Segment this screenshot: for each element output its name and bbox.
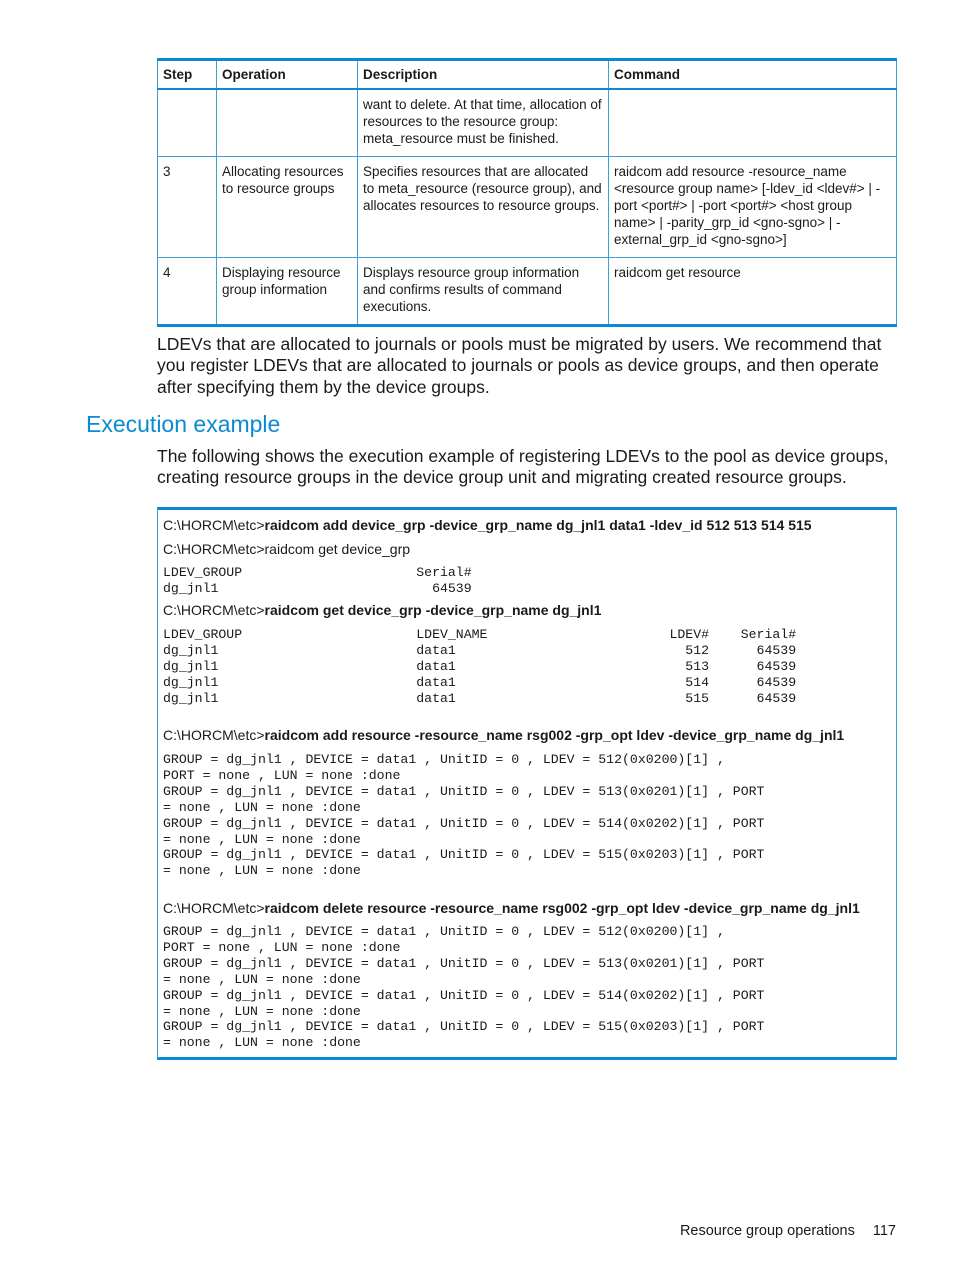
page-number: 117 xyxy=(872,1223,896,1239)
command-text: raidcom delete resource -resource_name rsg002 -grp_opt ldev -device_grp_name dg_jnl1 xyxy=(264,900,860,916)
table-row xyxy=(158,89,897,157)
command-prompt: C:\HORCM\etc> xyxy=(163,727,265,743)
operations-table xyxy=(157,58,897,327)
command-prompt: C:\HORCM\etc> xyxy=(163,517,265,533)
page-footer xyxy=(680,1223,896,1239)
command-output: GROUP = dg_jnl1 , DEVICE = data1 , UnitID = 0 , LDEV = 512(0x0200)[1] , PORT = none , LUN = none :done GROUP = dg_jnl1 , DEVICE = data1 , UnitID = 0 , LDEV = 513(0x0201)[1] , PORT = none , LUN = none :done GROUP = dg_jnl1 , DEVICE = data1 , UnitID = 0 , LDEV = 514(0x0202)[1] , PORT = none , LUN = none :done GROUP = dg_jnl1 , DEVICE = data1 , UnitID = 0 , LDEV = 515(0x0203)[1] , PORT = none , LUN = none :done xyxy=(163,924,765,1051)
cell-step: 4 xyxy=(158,258,217,326)
cell-operation: Displaying resource group information xyxy=(217,258,358,326)
command-output: GROUP = dg_jnl1 , DEVICE = data1 , UnitID = 0 , LDEV = 512(0x0200)[1] , PORT = none , LUN = none :done GROUP = dg_jnl1 , DEVICE = data1 , UnitID = 0 , LDEV = 513(0x0201)[1] , PORT = none , LUN = none :done GROUP = dg_jnl1 , DEVICE = data1 , UnitID = 0 , LDEV = 514(0x0202)[1] , PORT = none , LUN = none :done GROUP = dg_jnl1 , DEVICE = data1 , UnitID = 0 , LDEV = 515(0x0203)[1] , PORT = none , LUN = none :done xyxy=(163,752,765,879)
command-prompt: C:\HORCM\etc> xyxy=(163,602,265,618)
command-prompt: C:\HORCM\etc> xyxy=(163,541,265,557)
cell-command: raidcom get resource xyxy=(609,258,897,326)
header-command: Command xyxy=(609,60,897,90)
command-line xyxy=(163,602,601,618)
command-line xyxy=(163,541,410,557)
command-line xyxy=(163,900,860,916)
command-prompt: C:\HORCM\etc> xyxy=(163,900,265,916)
header-step: Step xyxy=(158,60,217,90)
cell-description: Specifies resources that are allocated to meta_resource (resource group), and allocates resources to resource groups. xyxy=(358,157,609,258)
command-line xyxy=(163,727,844,743)
command-output: LDEV_GROUP LDEV_NAME LDEV# Serial# dg_jnl1 data1 512 64539 dg_jnl1 data1 513 64539 dg_jnl1 data1 514 64539 dg_jnl1 data1 515 64539 xyxy=(163,627,797,706)
cell-command xyxy=(609,89,897,157)
header-description: Description xyxy=(358,60,609,90)
command-text: raidcom add resource -resource_name rsg002 -grp_opt ldev -device_grp_name dg_jnl1 xyxy=(264,727,845,743)
execution-example-box xyxy=(157,507,897,1060)
footer-section-title: Resource group operations xyxy=(679,1223,855,1239)
cell-step xyxy=(158,89,217,157)
table-row xyxy=(158,258,897,326)
cell-command: raidcom add resource -resource_name <resource group name> [-ldev_id <ldev#> | -port <port#> | -port <port#> <host group name> | -parity_grp_id <gno-sgno> | -external_grp_id <gno-sgno>] xyxy=(609,157,897,258)
cell-description: want to delete. At that time, allocation of resources to the resource group: meta_resource must be finished. xyxy=(358,89,609,157)
cell-step: 3 xyxy=(158,157,217,258)
command-line xyxy=(163,517,812,533)
section-heading: Execution example xyxy=(86,411,281,437)
cell-description: Displays resource group information and confirms results of command executions. xyxy=(358,258,609,326)
body-paragraph-ldev-migration: LDEVs that are allocated to journals or pools must be migrated by users. We recommend that you register LDEVs that are allocated to journals or pools as device groups, and then operate after specifying them by the device groups. xyxy=(157,334,882,397)
cell-operation: Allocating resources to resource groups xyxy=(217,157,358,258)
cell-operation xyxy=(217,89,358,157)
command-output: LDEV_GROUP Serial# dg_jnl1 64539 xyxy=(163,565,472,596)
command-text: raidcom get device_grp -device_grp_name dg_jnl1 xyxy=(264,602,602,618)
command-text: raidcom add device_grp -device_grp_name dg_jnl1 data1 -ldev_id 512 513 514 515 xyxy=(264,517,812,533)
table-header-row xyxy=(158,60,897,90)
table-row xyxy=(158,157,897,258)
command-text: raidcom get device_grp xyxy=(264,541,411,557)
header-operation: Operation xyxy=(217,60,358,90)
body-paragraph-example-intro: The following shows the execution example of registering LDEVs to the pool as device groups, creating resource groups in the device group unit and migrating created resource groups. xyxy=(157,446,889,488)
